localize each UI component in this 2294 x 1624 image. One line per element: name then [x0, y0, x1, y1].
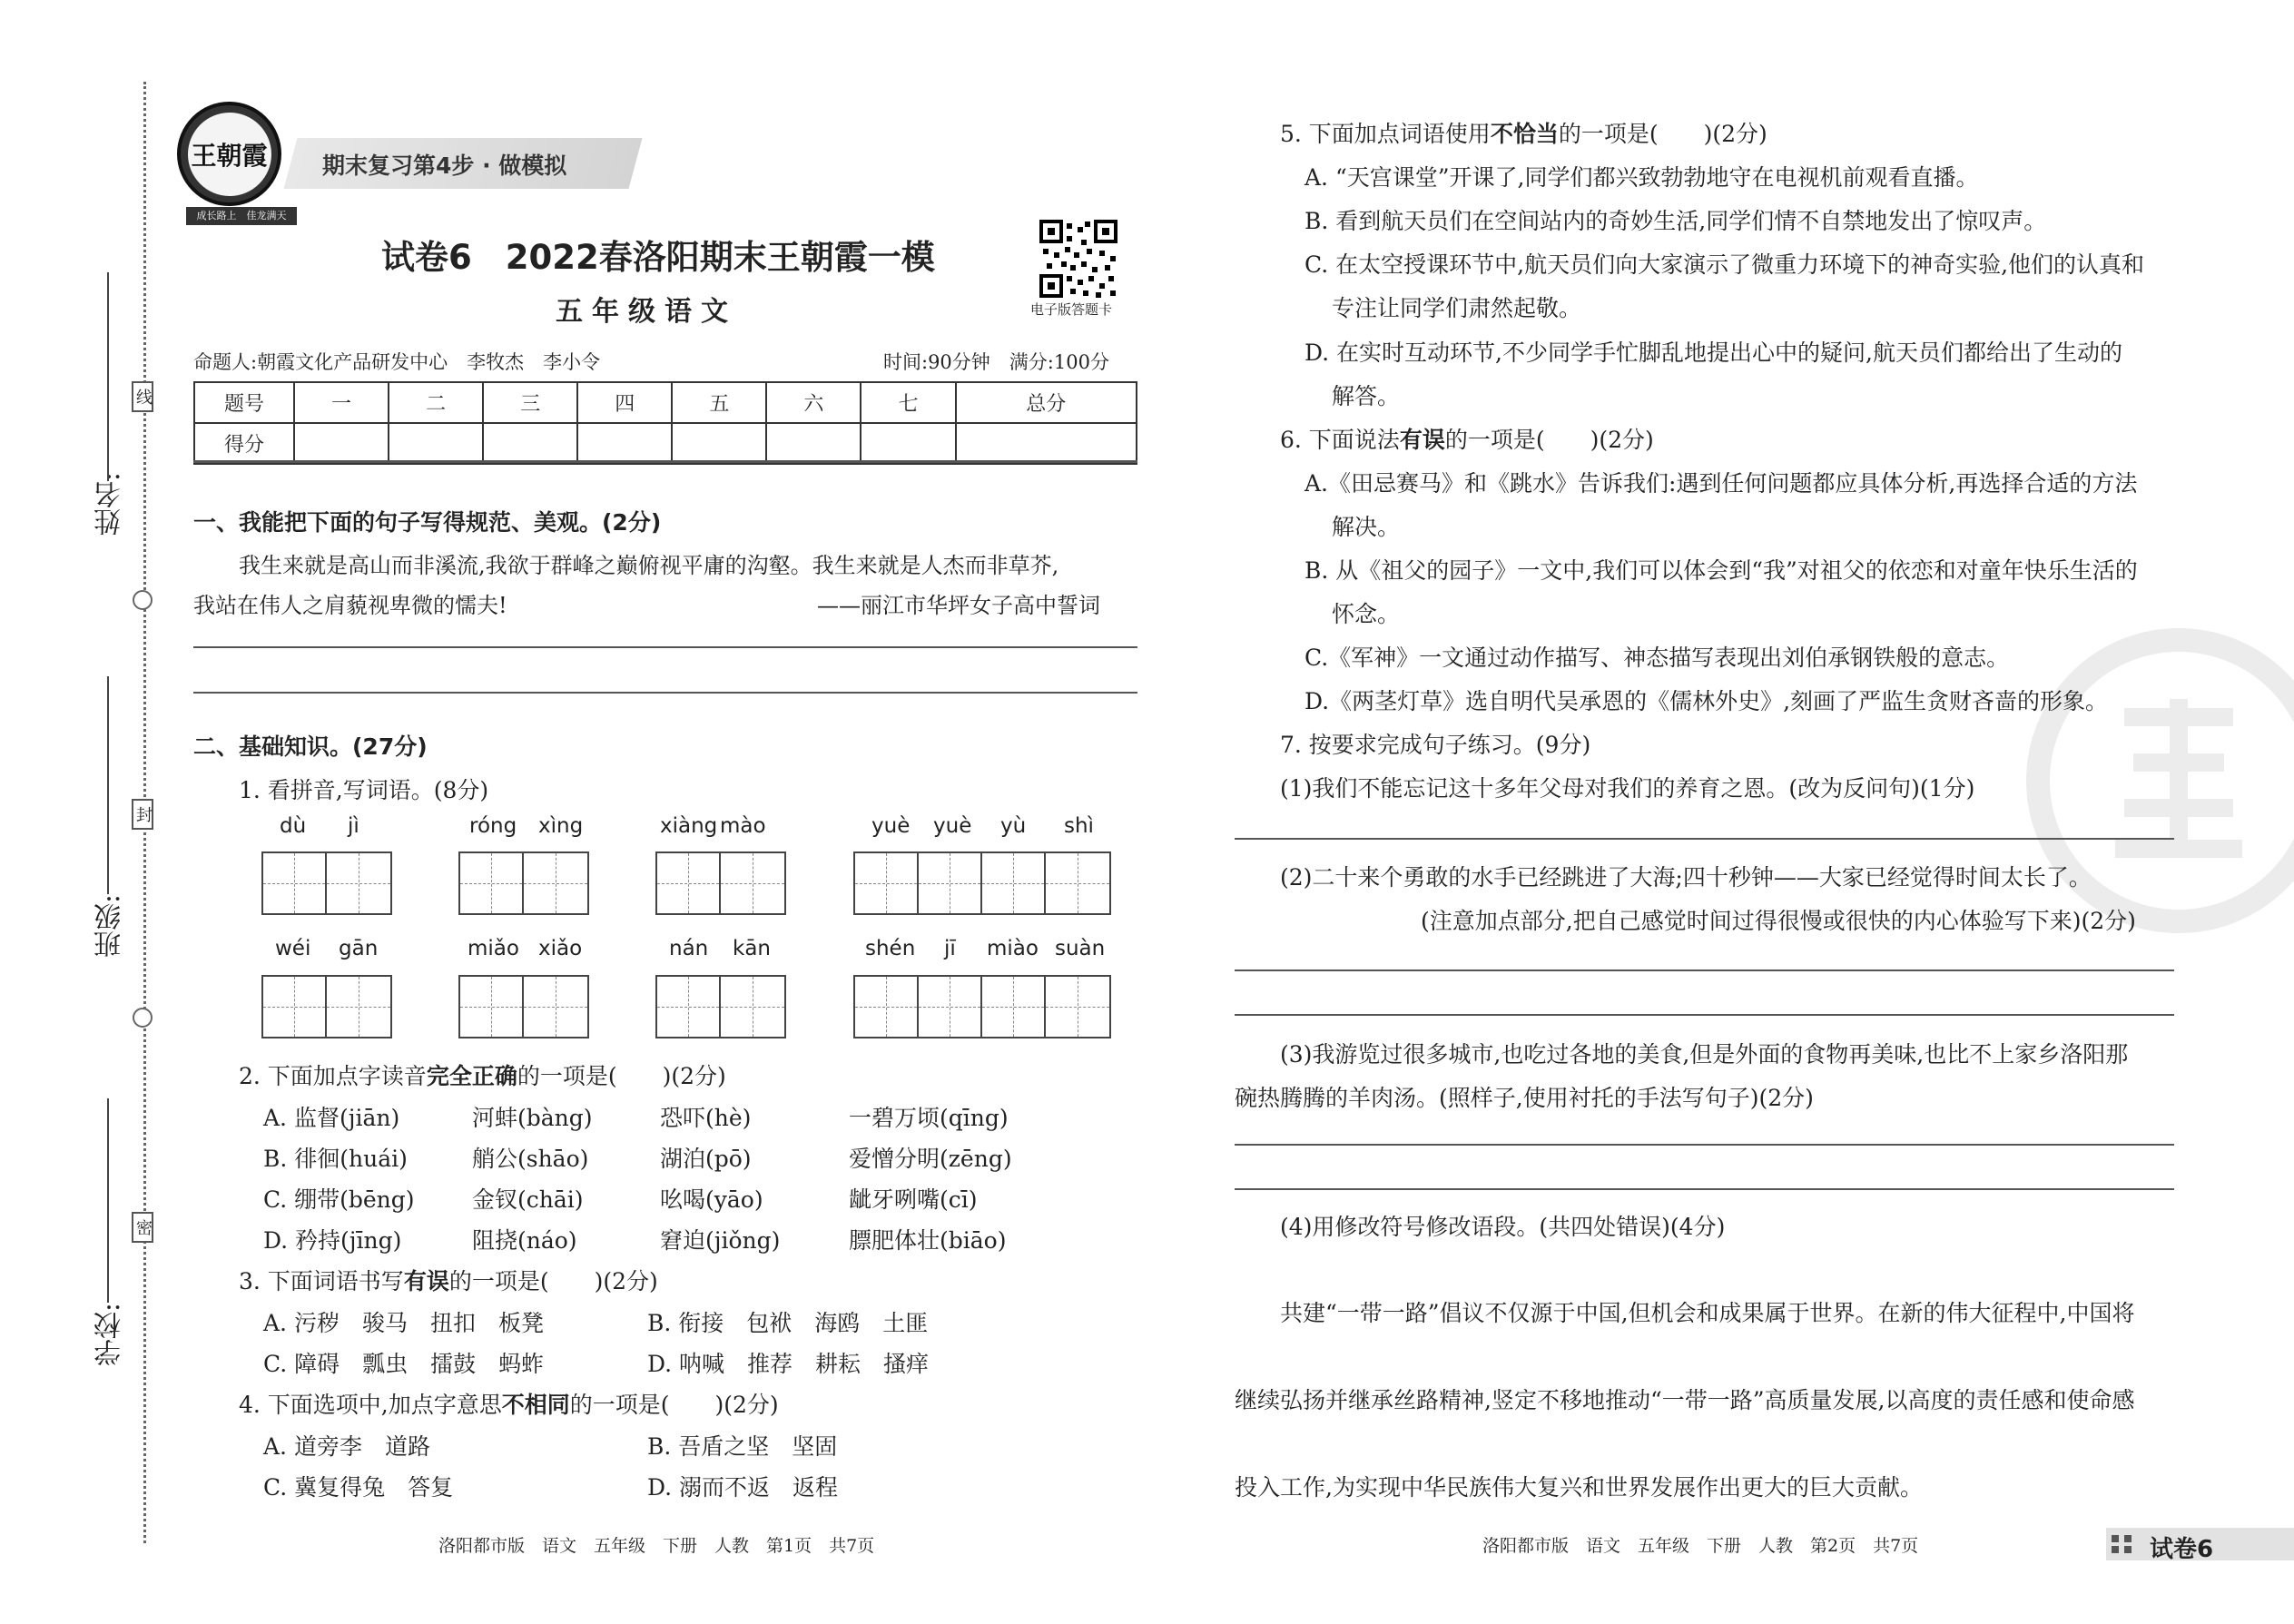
q3-option: C. 障碍 瓢虫 擂鼓 蚂蚱: [263, 1351, 545, 1377]
q5-option-a: A. “天宫课堂”开课了,同学们都兴致勃勃地守在电视机前观看直播。: [1305, 164, 1979, 191]
score-cell[interactable]: [766, 423, 861, 464]
q2-option: D. 矜持(jīng): [263, 1227, 402, 1254]
section1-title: 一、我能把下面的句子写得规范、美观。(2分): [193, 509, 662, 536]
answer-line[interactable]: [1235, 969, 2174, 971]
q2-option: 窘迫(jiǒng): [660, 1227, 781, 1254]
q7-1: (1)我们不能忘记这十多年父母对我们的养育之恩。(改为反问句)(1分): [1280, 775, 1975, 802]
q2-emphasis: 完全正确: [426, 1063, 517, 1089]
tag-square-icon: [2124, 1546, 2132, 1553]
logo-ribbon: 成长路上 佳龙满天: [186, 207, 297, 225]
q6-option-b-cont: 怀念。: [1332, 601, 1401, 627]
q2-option: C. 绷带(bēng): [263, 1186, 415, 1213]
school-field[interactable]: [107, 1098, 109, 1303]
q6-option-a: A.《田忌赛马》和《跳水》告诉我们:遇到任何问题都应具体分析,再选择合适的方法: [1305, 470, 2138, 497]
paper-title: 试卷6 2022春洛阳期末王朝霞一模: [381, 238, 935, 277]
score-table-header: 总分: [956, 382, 1137, 423]
q2-option: B. 徘徊(huái): [263, 1146, 408, 1172]
brand-logo: [177, 102, 281, 206]
q7-2: (2)二十来个勇敢的水手已经跳进了大海;四十秒钟——大家已经觉得时间太长了。: [1280, 864, 2092, 891]
q1-title: 1. 看拼音,写词语。(8分): [239, 777, 489, 803]
qr-caption: 电子版答题卡: [1030, 301, 1113, 318]
pinyin: gān: [339, 937, 379, 960]
seal-mark-secret: 密: [132, 1212, 153, 1243]
q3-title: [239, 1264, 658, 1296]
pinyin: wéi: [275, 937, 311, 960]
seal-mark-line: 线: [132, 381, 153, 412]
q4-emphasis: 不相同: [501, 1392, 570, 1418]
paragraph-line3: 投入工作,为实现中华民族伟大复兴和世界发展作出更大的巨大贡献。: [1235, 1474, 1923, 1501]
divider: [193, 460, 1137, 463]
q7-2-note: (注意加点部分,把自己感觉时间过得很慢或很快的内心体验写下来)(2分): [1421, 908, 2136, 934]
writing-grid[interactable]: [261, 975, 392, 1038]
pinyin: dù: [280, 814, 307, 838]
pinyin: shì: [1064, 814, 1094, 838]
paper-tag: 试卷6: [2150, 1536, 2214, 1563]
q6-post: 的一项是( )(2分): [1444, 427, 1654, 453]
punch-hole-circle: [133, 1008, 153, 1028]
logo-text: 王朝霞: [188, 113, 271, 196]
tag-square-icon: [2112, 1546, 2119, 1553]
authors: 命题人:朝霞文化产品研发中心 李牧杰 李小令: [193, 351, 601, 373]
score-cell[interactable]: [577, 423, 672, 464]
class-label: 班级:: [94, 894, 126, 959]
score-cell[interactable]: [483, 423, 577, 464]
pinyin: suàn: [1055, 937, 1106, 960]
school-label: 学校:: [94, 1303, 126, 1367]
q7-3: (3)我游览过很多城市,也吃过各地的美食,但是外面的食物再美味,也比不上家乡洛阳那: [1280, 1041, 2129, 1068]
q3-option: D. 呐喊 推荐 耕耘 搔痒: [647, 1351, 930, 1377]
q5-post: 的一项是( )(2分): [1558, 121, 1767, 147]
writing-line[interactable]: [193, 692, 1137, 694]
q7-4: (4)用修改符号修改语段。(共四处错误)(4分): [1280, 1214, 1726, 1240]
q5-option-c-cont: 专注让同学们肃然起敬。: [1332, 295, 1582, 321]
score-table-header: 题号: [194, 382, 294, 423]
q6-option-a-cont: 解决。: [1332, 514, 1401, 540]
score-table-header: 七: [861, 382, 955, 423]
time-score: 时间:90分钟 满分:100分: [883, 351, 1109, 373]
pinyin: shén: [865, 937, 916, 960]
q4-option: B. 吾盾之坚 坚固: [647, 1433, 838, 1460]
pinyin: jī: [944, 937, 956, 960]
subject-title: 五年级语文: [556, 296, 737, 328]
q3-emphasis: 有误: [403, 1268, 449, 1294]
q4-option: C. 冀复得兔 答复: [263, 1474, 454, 1501]
q5-option-d: D. 在实时互动环节,不少同学手忙脚乱地提出心中的疑问,航天员们都给出了生动的: [1305, 340, 2122, 366]
q2-title: [239, 1058, 726, 1091]
q3-option: A. 污秽 骏马 扭扣 板凳: [263, 1310, 544, 1336]
q4-post: 的一项是( )(2分): [569, 1392, 779, 1418]
pinyin: yù: [1000, 814, 1027, 838]
q2-option: 金钗(chāi): [472, 1186, 584, 1213]
q3-pre: 3. 下面词语书写: [239, 1268, 404, 1294]
q3-option: B. 衔接 包袱 海鸥 土匪: [647, 1310, 929, 1336]
q4-option: A. 道旁李 道路: [263, 1433, 430, 1460]
q3-post: 的一项是( )(2分): [448, 1268, 658, 1294]
footer-right: 洛阳都市版 语文 五年级 下册 人教 第2页 共7页: [1482, 1536, 1919, 1556]
q2-option: 艄公(shāo): [472, 1146, 589, 1172]
paragraph-line2: 继续弘扬并继承丝路精神,竖定不移地推动“一带一路”高质量发展,以高度的责任感和使命感: [1235, 1387, 2135, 1413]
footer-left: 洛阳都市版 语文 五年级 下册 人教 第1页 共7页: [438, 1536, 875, 1556]
q6-title: [1280, 422, 1654, 455]
q4-option: D. 溺而不返 返程: [647, 1474, 839, 1501]
tag-square-icon: [2124, 1535, 2132, 1542]
class-field[interactable]: [107, 676, 109, 894]
q7-3-cont: 碗热腾腾的羊肉汤。(照样子,使用衬托的手法写句子)(2分): [1235, 1085, 1814, 1111]
q6-option-b: B. 从《祖父的园子》一文中,我们可以体会到“我”对祖父的依恋和对童年快乐生活的: [1305, 557, 2138, 584]
answer-line[interactable]: [1235, 1188, 2174, 1190]
q5-option-d-cont: 解答。: [1332, 383, 1401, 409]
punch-hole-circle: [133, 590, 153, 610]
q7-title: 7. 按要求完成句子练习。(9分): [1280, 732, 1591, 758]
qr-code-icon[interactable]: [1039, 220, 1117, 298]
writing-grid[interactable]: [261, 851, 392, 915]
writing-grid[interactable]: [853, 851, 1111, 915]
score-cell[interactable]: [672, 423, 766, 464]
q5-option-c: C. 在太空授课环节中,航天员们向大家演示了微重力环境下的神奇实验,他们的认真和: [1305, 251, 2145, 278]
name-label: 姓名:: [94, 472, 126, 536]
score-cell[interactable]: [956, 423, 1137, 464]
pinyin: xìng: [538, 814, 584, 838]
q2-pre: 2. 下面加点字读音: [239, 1063, 427, 1089]
score-table-header: 三: [483, 382, 577, 423]
pinyin: miǎo: [468, 937, 519, 960]
pinyin: miào: [987, 937, 1039, 960]
writing-grid[interactable]: [458, 975, 589, 1038]
q2-option: 河蚌(bàng): [472, 1105, 593, 1131]
q4-pre: 4. 下面选项中,加点字意思: [239, 1392, 502, 1418]
q2-option: 一碧万顷(qīng): [849, 1105, 1009, 1131]
q2-option: 膘肥体壮(biāo): [849, 1227, 1007, 1254]
paragraph-line1: 共建“一带一路”倡议不仅源于中国,但机会和成果属于世界。在新的伟大征程中,中国将: [1280, 1300, 2135, 1326]
score-cell[interactable]: [389, 423, 483, 464]
q6-pre: 6. 下面说法: [1280, 427, 1400, 453]
q2-post: 的一项是( )(2分): [517, 1063, 726, 1089]
score-row-label: 得分: [194, 423, 294, 464]
q5-title: [1280, 116, 1767, 149]
answer-line[interactable]: [1235, 838, 2174, 840]
section1-line1: 我生来就是高山而非溪流,我欲于群峰之巅俯视平庸的沟壑。我生来就是人杰而非草芥,: [239, 553, 1059, 578]
writing-grid[interactable]: [458, 851, 589, 915]
section1-source: ——丽江市华坪女子高中誓词: [817, 593, 1100, 618]
score-cell[interactable]: [861, 423, 955, 464]
q4-title: [239, 1387, 779, 1420]
writing-grid[interactable]: [655, 851, 786, 915]
tag-square-icon: [2112, 1535, 2119, 1542]
seal-mark-seal: 封: [132, 799, 153, 830]
q2-option: 吆喝(yāo): [660, 1186, 763, 1213]
q2-option: A. 监督(jiān): [263, 1105, 400, 1131]
score-table-header: 二: [389, 382, 483, 423]
q6-emphasis: 有误: [1399, 427, 1445, 453]
answer-line[interactable]: [1235, 1014, 2174, 1016]
score-table: [193, 381, 1137, 465]
q6-option-d: D.《两茎灯草》选自明代吴承恩的《儒林外史》,刻画了严监生贪财吝啬的形象。: [1305, 688, 2109, 714]
score-table-header: 五: [672, 382, 766, 423]
pinyin: xiǎo: [538, 937, 583, 960]
pinyin: jì: [348, 814, 359, 838]
name-field[interactable]: [107, 272, 109, 481]
score-table-header: 四: [577, 382, 672, 423]
section2-title: 二、基础知识。(27分): [193, 733, 428, 760]
q2-option: 阻挠(náo): [472, 1227, 577, 1254]
answer-line[interactable]: [1235, 1144, 2174, 1146]
pinyin: róng: [469, 814, 517, 838]
writing-grid[interactable]: [655, 975, 786, 1038]
pinyin: nán: [669, 937, 709, 960]
q5-option-b: B. 看到航天员们在空间站内的奇妙生活,同学们情不自禁地发出了惊叹声。: [1305, 208, 2047, 234]
pinyin: yuè: [933, 814, 972, 838]
writing-line[interactable]: [193, 646, 1137, 648]
pinyin: mào: [720, 814, 766, 838]
step-banner-text: 期末复习第4步 · 做模拟: [322, 153, 567, 179]
score-cell[interactable]: [294, 423, 389, 464]
pinyin: xiàng: [660, 814, 718, 838]
q2-option: 龇牙咧嘴(cī): [849, 1186, 978, 1213]
q5-emphasis: 不恰当: [1490, 121, 1559, 147]
score-table-header: 六: [766, 382, 861, 423]
q2-option: 恐吓(hè): [660, 1105, 752, 1131]
q6-option-c: C.《军神》一文通过动作描写、神态描写表现出刘伯承钢铁般的意志。: [1305, 645, 2010, 671]
writing-grid[interactable]: [853, 975, 1111, 1038]
pinyin: kān: [733, 937, 771, 960]
q2-option: 爱憎分明(zēng): [849, 1146, 1012, 1172]
pinyin: yuè: [871, 814, 911, 838]
q5-pre: 5. 下面加点词语使用: [1280, 121, 1491, 147]
q2-option: 湖泊(pō): [660, 1146, 752, 1172]
section1-line2: 我站在伟人之肩藐视卑微的懦夫!: [193, 593, 507, 618]
score-table-header: 一: [294, 382, 389, 423]
